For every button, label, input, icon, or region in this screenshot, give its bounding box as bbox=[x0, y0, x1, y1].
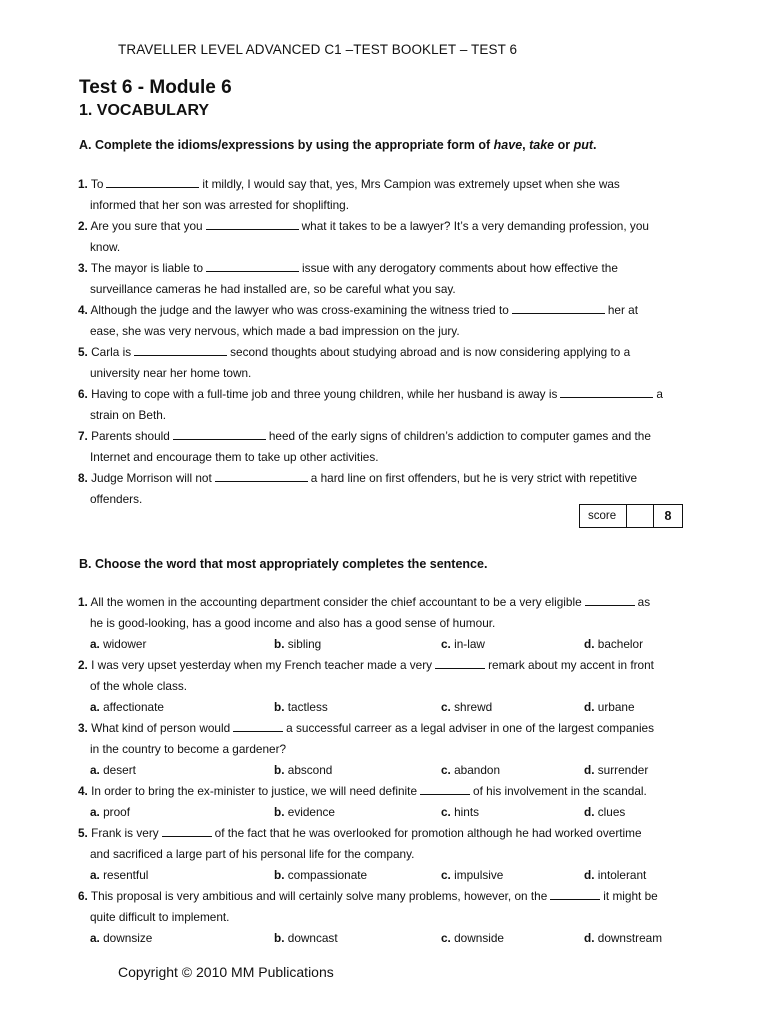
item-line bbox=[78, 300, 708, 321]
option-letter: b. bbox=[274, 931, 285, 945]
item-number: 1. bbox=[78, 595, 88, 609]
answer-blank[interactable] bbox=[550, 888, 600, 900]
answer-option[interactable] bbox=[584, 802, 625, 823]
option-text: evidence bbox=[287, 805, 335, 819]
item-text-after: a hard line on first offenders, but he is very strict with repetitive bbox=[310, 471, 638, 485]
item-text-after: remark about my accent in front bbox=[488, 658, 654, 672]
answer-options bbox=[78, 760, 708, 781]
part-a-item bbox=[78, 300, 708, 342]
part-a-items bbox=[78, 174, 708, 510]
option-letter: c. bbox=[441, 637, 451, 651]
item-line-2: of the whole class. bbox=[90, 679, 188, 693]
option-text: downside bbox=[454, 931, 504, 945]
item-text-after: a successful carreer as a legal adviser in one of the largest companies bbox=[286, 721, 655, 735]
option-text: in-law bbox=[454, 637, 485, 651]
answer-blank[interactable] bbox=[162, 825, 212, 837]
option-text: surrender bbox=[597, 763, 649, 777]
part-b-item bbox=[78, 823, 708, 886]
option-text: downsize bbox=[103, 931, 153, 945]
part-a-item bbox=[78, 384, 708, 426]
answer-option[interactable] bbox=[584, 928, 662, 949]
test-title: Test 6 - Module 6 bbox=[79, 77, 232, 98]
answer-option[interactable] bbox=[441, 634, 485, 655]
item-text-after: of the fact that he was overlooked for promotion although he had worked overtime bbox=[214, 826, 642, 840]
item-line bbox=[78, 886, 708, 907]
option-text: clues bbox=[597, 805, 626, 819]
option-letter: a. bbox=[90, 805, 100, 819]
item-line bbox=[78, 426, 708, 447]
answer-blank[interactable] bbox=[435, 657, 485, 669]
item-text-after: it mildly, I would say that, yes, Mrs Campion was extremely upset when she was bbox=[202, 177, 620, 191]
answer-option[interactable] bbox=[441, 865, 503, 886]
part-b-items bbox=[78, 592, 708, 949]
answer-option[interactable] bbox=[90, 928, 152, 949]
item-text-before: All the women in the accounting department consider the chief accountant to be a very eligible bbox=[90, 595, 582, 609]
option-text: downstream bbox=[597, 931, 663, 945]
item-line bbox=[78, 592, 708, 613]
item-text-before: Although the judge and the lawyer who was cross-examining the witness tried to bbox=[90, 303, 509, 317]
option-letter: a. bbox=[90, 868, 100, 882]
item-number: 3. bbox=[78, 261, 88, 275]
option-text: resentful bbox=[103, 868, 149, 882]
option-text: hints bbox=[454, 805, 480, 819]
answer-option[interactable] bbox=[90, 697, 164, 718]
option-letter: b. bbox=[274, 805, 285, 819]
item-text-after: second thoughts about studying abroad and is now considering applying to a bbox=[230, 345, 631, 359]
answer-option[interactable] bbox=[274, 928, 338, 949]
part-b-instruction: B. Choose the word that most appropriately completes the sentence. bbox=[79, 557, 488, 571]
answer-options bbox=[78, 928, 708, 949]
score-label: score bbox=[580, 505, 627, 527]
option-letter: b. bbox=[274, 637, 285, 651]
item-line bbox=[78, 655, 708, 676]
item-text-before: Frank is very bbox=[91, 826, 159, 840]
option-letter: c. bbox=[441, 868, 451, 882]
answer-blank[interactable] bbox=[134, 344, 227, 356]
item-text-after: what it takes to be a lawyer? It’s a very demanding profession, you bbox=[301, 219, 649, 233]
answer-option[interactable] bbox=[584, 865, 646, 886]
part-a-instruction: A. Complete the idioms/expressions by using the appropriate form of have, take or put. bbox=[79, 138, 597, 152]
option-text: compassionate bbox=[287, 868, 368, 882]
answer-option[interactable] bbox=[90, 760, 136, 781]
option-text: abandon bbox=[454, 763, 501, 777]
answer-blank[interactable] bbox=[173, 428, 266, 440]
answer-options bbox=[78, 697, 708, 718]
option-text: affectionate bbox=[103, 700, 164, 714]
option-letter: d. bbox=[584, 868, 595, 882]
copyright-footer: Copyright © 2010 MM Publications bbox=[118, 964, 334, 980]
item-line-2: in the country to become a gardener? bbox=[90, 742, 287, 756]
option-text: abscond bbox=[287, 763, 333, 777]
item-text-before: Carla is bbox=[91, 345, 132, 359]
answer-option[interactable] bbox=[441, 802, 479, 823]
answer-option[interactable] bbox=[274, 697, 328, 718]
answer-option[interactable] bbox=[274, 865, 367, 886]
item-line bbox=[78, 718, 708, 739]
answer-blank[interactable] bbox=[420, 783, 470, 795]
item-number: 8. bbox=[78, 471, 88, 485]
option-text: proof bbox=[103, 805, 131, 819]
option-letter: c. bbox=[441, 805, 451, 819]
item-text-before: To bbox=[90, 177, 104, 191]
option-letter: c. bbox=[441, 700, 451, 714]
part-a-item bbox=[78, 174, 708, 216]
item-line bbox=[78, 781, 708, 802]
item-number: 1. bbox=[78, 177, 88, 191]
answer-option[interactable] bbox=[90, 634, 146, 655]
option-text: shrewd bbox=[454, 700, 493, 714]
option-text: sibling bbox=[287, 637, 322, 651]
item-number: 5. bbox=[78, 826, 88, 840]
option-text: impulsive bbox=[454, 868, 504, 882]
item-text-before: Having to cope with a full-time job and three young children, while her husband is away is bbox=[91, 387, 558, 401]
option-text: desert bbox=[103, 763, 136, 777]
item-line bbox=[78, 258, 708, 279]
item-line-2: quite difficult to implement. bbox=[90, 910, 230, 924]
option-letter: d. bbox=[584, 637, 595, 651]
answer-option[interactable] bbox=[584, 634, 643, 655]
part-b-item bbox=[78, 655, 708, 718]
item-line-2: offenders. bbox=[90, 492, 143, 506]
item-text-before: Parents should bbox=[91, 429, 170, 443]
option-text: bachelor bbox=[597, 637, 644, 651]
answer-blank[interactable] bbox=[206, 218, 299, 230]
answer-option[interactable] bbox=[274, 634, 321, 655]
answer-option[interactable] bbox=[90, 802, 130, 823]
page-header: TRAVELLER LEVEL ADVANCED C1 –TEST BOOKLET – TEST 6 bbox=[118, 42, 518, 57]
answer-blank[interactable] bbox=[233, 720, 283, 732]
option-letter: a. bbox=[90, 931, 100, 945]
answer-options bbox=[78, 865, 708, 886]
item-text-after: heed of the early signs of children’s addiction to computer games and the bbox=[268, 429, 651, 443]
item-number: 3. bbox=[78, 721, 88, 735]
item-number: 2. bbox=[78, 219, 88, 233]
item-text-before: In order to bring the ex-minister to justice, we will need definite bbox=[91, 784, 418, 798]
option-letter: d. bbox=[584, 805, 595, 819]
item-line-2: he is good-looking, has a good income and also has a good sense of humour. bbox=[90, 616, 496, 630]
section-title: 1. VOCABULARY bbox=[79, 102, 210, 119]
answer-blank[interactable] bbox=[512, 302, 605, 314]
item-line bbox=[78, 342, 708, 363]
score-input-cell[interactable] bbox=[627, 505, 654, 527]
part-b-item bbox=[78, 718, 708, 781]
item-line-2: informed that her son was arrested for shoplifting. bbox=[90, 198, 350, 212]
item-line-2: Internet and encourage them to take up other activities. bbox=[90, 450, 379, 464]
answer-option[interactable] bbox=[274, 760, 332, 781]
item-text-after: her at bbox=[607, 303, 639, 317]
answer-option[interactable] bbox=[584, 697, 635, 718]
answer-options bbox=[78, 802, 708, 823]
answer-option[interactable] bbox=[90, 865, 148, 886]
option-letter: a. bbox=[90, 700, 100, 714]
option-text: downcast bbox=[287, 931, 338, 945]
item-line-2: know. bbox=[90, 240, 121, 254]
option-letter: c. bbox=[441, 931, 451, 945]
answer-blank[interactable] bbox=[215, 470, 308, 482]
option-letter: d. bbox=[584, 700, 595, 714]
item-text-after: a bbox=[656, 387, 663, 401]
item-number: 4. bbox=[78, 303, 88, 317]
item-text-after: as bbox=[637, 595, 651, 609]
part-b-item bbox=[78, 592, 708, 655]
item-text-before: The mayor is liable to bbox=[90, 261, 204, 275]
item-text-before: Judge Morrison will not bbox=[91, 471, 212, 485]
option-letter: b. bbox=[274, 700, 285, 714]
option-letter: b. bbox=[274, 763, 285, 777]
answer-option[interactable] bbox=[274, 802, 335, 823]
answer-option[interactable] bbox=[441, 697, 492, 718]
option-letter: c. bbox=[441, 763, 451, 777]
answer-blank[interactable] bbox=[585, 594, 635, 606]
answer-blank[interactable] bbox=[106, 176, 199, 188]
item-line bbox=[78, 216, 708, 237]
item-line-2: surveillance cameras he had installed are, so be careful what you say. bbox=[90, 282, 456, 296]
answer-option[interactable] bbox=[584, 760, 648, 781]
item-text-after: of his involvement in the scandal. bbox=[473, 784, 647, 798]
item-number: 6. bbox=[78, 387, 88, 401]
item-text-after: it might be bbox=[603, 889, 658, 903]
item-number: 5. bbox=[78, 345, 88, 359]
item-line bbox=[78, 468, 708, 489]
item-number: 2. bbox=[78, 658, 88, 672]
part-b-item bbox=[78, 781, 708, 823]
item-line bbox=[78, 823, 708, 844]
option-letter: d. bbox=[584, 931, 595, 945]
item-number: 7. bbox=[78, 429, 88, 443]
score-value: 8 bbox=[664, 509, 672, 523]
item-line-2: ease, she was very nervous, which made a bad impression on the jury. bbox=[90, 324, 460, 338]
answer-option[interactable] bbox=[441, 928, 504, 949]
item-line-2: strain on Beth. bbox=[90, 408, 167, 422]
answer-option[interactable] bbox=[441, 760, 500, 781]
item-text-after: issue with any derogatory comments about how effective the bbox=[302, 261, 618, 275]
part-a-item bbox=[78, 216, 708, 258]
answer-options bbox=[78, 634, 708, 655]
answer-blank[interactable] bbox=[560, 386, 653, 398]
item-line-2: and sacrificed a large part of his personal life for the company. bbox=[90, 847, 415, 861]
option-text: widower bbox=[103, 637, 147, 651]
option-text: urbane bbox=[597, 700, 635, 714]
score-box bbox=[579, 504, 683, 528]
option-letter: d. bbox=[584, 763, 595, 777]
item-number: 4. bbox=[78, 784, 88, 798]
item-line bbox=[78, 384, 708, 405]
item-text-before: Are you sure that you bbox=[90, 219, 203, 233]
option-text: tactless bbox=[287, 700, 328, 714]
part-a-item bbox=[78, 426, 708, 468]
item-text-before: This proposal is very ambitious and will certainly solve many problems, however, on the bbox=[90, 889, 548, 903]
item-line bbox=[78, 174, 708, 195]
item-number: 6. bbox=[78, 889, 88, 903]
answer-blank[interactable] bbox=[206, 260, 299, 272]
option-text: intolerant bbox=[597, 868, 647, 882]
part-b-item bbox=[78, 886, 708, 949]
item-line-2: university near her home town. bbox=[90, 366, 252, 380]
option-letter: a. bbox=[90, 637, 100, 651]
option-letter: a. bbox=[90, 763, 100, 777]
item-text-before: I was very upset yesterday when my French teacher made a very bbox=[91, 658, 433, 672]
part-a-item bbox=[78, 258, 708, 300]
option-letter: b. bbox=[274, 868, 285, 882]
part-a-item bbox=[78, 342, 708, 384]
item-text-before: What kind of person would bbox=[91, 721, 231, 735]
